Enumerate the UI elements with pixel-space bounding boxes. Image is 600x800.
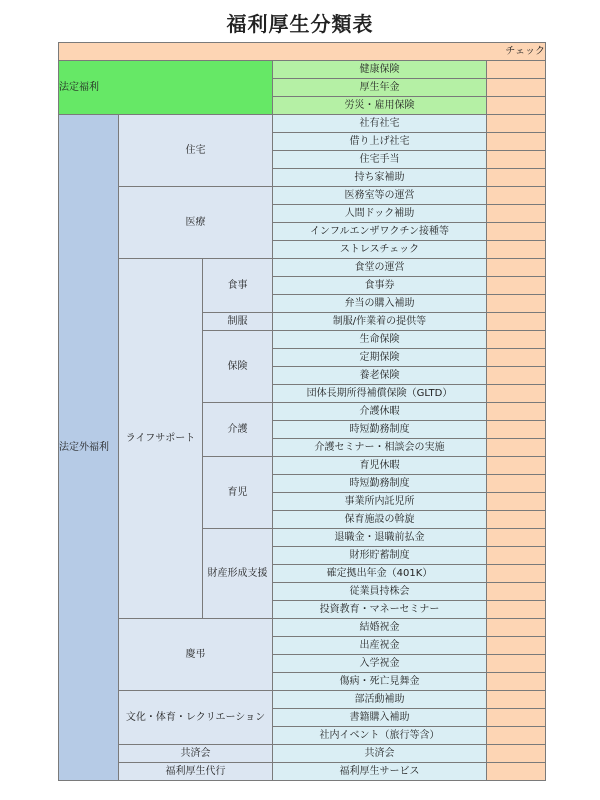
check-cell[interactable]	[487, 79, 546, 97]
item-cell: 弁当の購入補助	[273, 295, 487, 313]
table-row	[59, 763, 546, 781]
check-cell[interactable]	[487, 277, 546, 295]
category-legal-welfare: 法定福利	[59, 61, 273, 115]
item-cell: 制服/作業着の提供等	[273, 313, 487, 331]
check-cell[interactable]	[487, 331, 546, 349]
item-cell: 出産祝金	[273, 637, 487, 655]
check-cell[interactable]	[487, 547, 546, 565]
check-cell[interactable]	[487, 529, 546, 547]
item-cell: 厚生年金	[273, 79, 487, 97]
table-row	[59, 259, 546, 277]
item-cell: ストレスチェック	[273, 241, 487, 259]
table-row	[59, 187, 546, 205]
check-cell[interactable]	[487, 655, 546, 673]
check-cell[interactable]	[487, 475, 546, 493]
page-title: 福利厚生分類表	[226, 12, 374, 36]
check-cell[interactable]	[487, 403, 546, 421]
item-cell: 介護休暇	[273, 403, 487, 421]
group-meal: 食事	[203, 259, 273, 313]
group-uniform: 制服	[203, 313, 273, 331]
item-cell: 借り上げ社宅	[273, 133, 487, 151]
subcategory-housing: 住宅	[119, 115, 273, 187]
check-cell[interactable]	[487, 367, 546, 385]
item-cell: 人間ドック補助	[273, 205, 487, 223]
item-cell: 定期保険	[273, 349, 487, 367]
check-cell[interactable]	[487, 187, 546, 205]
item-cell: 食堂の運営	[273, 259, 487, 277]
check-cell[interactable]	[487, 511, 546, 529]
item-cell: 入学祝金	[273, 655, 487, 673]
check-header: チェック	[59, 43, 546, 61]
item-cell: 労災・雇用保険	[273, 97, 487, 115]
check-cell[interactable]	[487, 349, 546, 367]
check-cell[interactable]	[487, 673, 546, 691]
table-row	[59, 745, 546, 763]
item-cell: 介護セミナー・相談会の実施	[273, 439, 487, 457]
item-cell: 時短勤務制度	[273, 475, 487, 493]
item-cell: 医務室等の運営	[273, 187, 487, 205]
item-cell: 持ち家補助	[273, 169, 487, 187]
check-cell[interactable]	[487, 223, 546, 241]
item-cell: 福利厚生サービス	[273, 763, 487, 781]
subcategory-culture-recreation: 文化・体育・レクリエーション	[119, 691, 273, 745]
item-cell: 時短勤務制度	[273, 421, 487, 439]
check-cell[interactable]	[487, 295, 546, 313]
item-cell: 事業所内託児所	[273, 493, 487, 511]
check-cell[interactable]	[487, 61, 546, 79]
check-cell[interactable]	[487, 457, 546, 475]
item-cell: 社有社宅	[273, 115, 487, 133]
item-cell: 住宅手当	[273, 151, 487, 169]
item-cell: 確定拠出年金（401K）	[273, 565, 487, 583]
check-cell[interactable]	[487, 259, 546, 277]
group-childcare: 育児	[203, 457, 273, 529]
check-cell[interactable]	[487, 439, 546, 457]
check-cell[interactable]	[487, 133, 546, 151]
table-row	[59, 691, 546, 709]
check-cell[interactable]	[487, 763, 546, 781]
check-cell[interactable]	[487, 727, 546, 745]
check-cell[interactable]	[487, 385, 546, 403]
table-row	[59, 619, 546, 637]
check-cell[interactable]	[487, 637, 546, 655]
item-cell: インフルエンザワクチン接種等	[273, 223, 487, 241]
item-cell: 育児休暇	[273, 457, 487, 475]
check-cell[interactable]	[487, 619, 546, 637]
check-cell[interactable]	[487, 313, 546, 331]
group-nursing-care: 介護	[203, 403, 273, 457]
check-cell[interactable]	[487, 151, 546, 169]
subcategory-mutual-aid: 共済会	[119, 745, 273, 763]
category-nonlegal-welfare: 法定外福利	[59, 115, 119, 781]
table-row	[59, 115, 546, 133]
subcategory-ceremony: 慶弔	[119, 619, 273, 691]
subcategory-life-support: ライフサポート	[119, 259, 203, 619]
item-cell: 共済会	[273, 745, 487, 763]
item-cell: 傷病・死亡見舞金	[273, 673, 487, 691]
item-cell: 財形貯蓄制度	[273, 547, 487, 565]
item-cell: 投資教育・マネーセミナー	[273, 601, 487, 619]
header-row	[59, 43, 546, 61]
item-cell: 書籍購入補助	[273, 709, 487, 727]
item-cell: 社内イベント（旅行等含）	[273, 727, 487, 745]
item-cell: 生命保険	[273, 331, 487, 349]
check-cell[interactable]	[487, 97, 546, 115]
subcategory-medical: 医療	[119, 187, 273, 259]
check-cell[interactable]	[487, 169, 546, 187]
item-cell: 部活動補助	[273, 691, 487, 709]
item-cell: 健康保険	[273, 61, 487, 79]
group-asset-formation: 財産形成支援	[203, 529, 273, 619]
check-cell[interactable]	[487, 565, 546, 583]
check-cell[interactable]	[487, 691, 546, 709]
check-cell[interactable]	[487, 205, 546, 223]
check-cell[interactable]	[487, 493, 546, 511]
check-cell[interactable]	[487, 241, 546, 259]
check-cell[interactable]	[487, 115, 546, 133]
item-cell: 食事券	[273, 277, 487, 295]
welfare-classification-table	[58, 42, 546, 781]
table-row	[59, 61, 546, 79]
subcategory-welfare-agency: 福利厚生代行	[119, 763, 273, 781]
check-cell[interactable]	[487, 601, 546, 619]
item-cell: 養老保険	[273, 367, 487, 385]
check-cell[interactable]	[487, 745, 546, 763]
item-cell: 保育施設の斡旋	[273, 511, 487, 529]
check-cell[interactable]	[487, 421, 546, 439]
group-insurance: 保険	[203, 331, 273, 403]
check-cell[interactable]	[487, 709, 546, 727]
check-cell[interactable]	[487, 583, 546, 601]
item-cell: 団体長期所得補償保険（GLTD）	[273, 385, 487, 403]
item-cell: 従業員持株会	[273, 583, 487, 601]
item-cell: 退職金・退職前払金	[273, 529, 487, 547]
item-cell: 結婚祝金	[273, 619, 487, 637]
